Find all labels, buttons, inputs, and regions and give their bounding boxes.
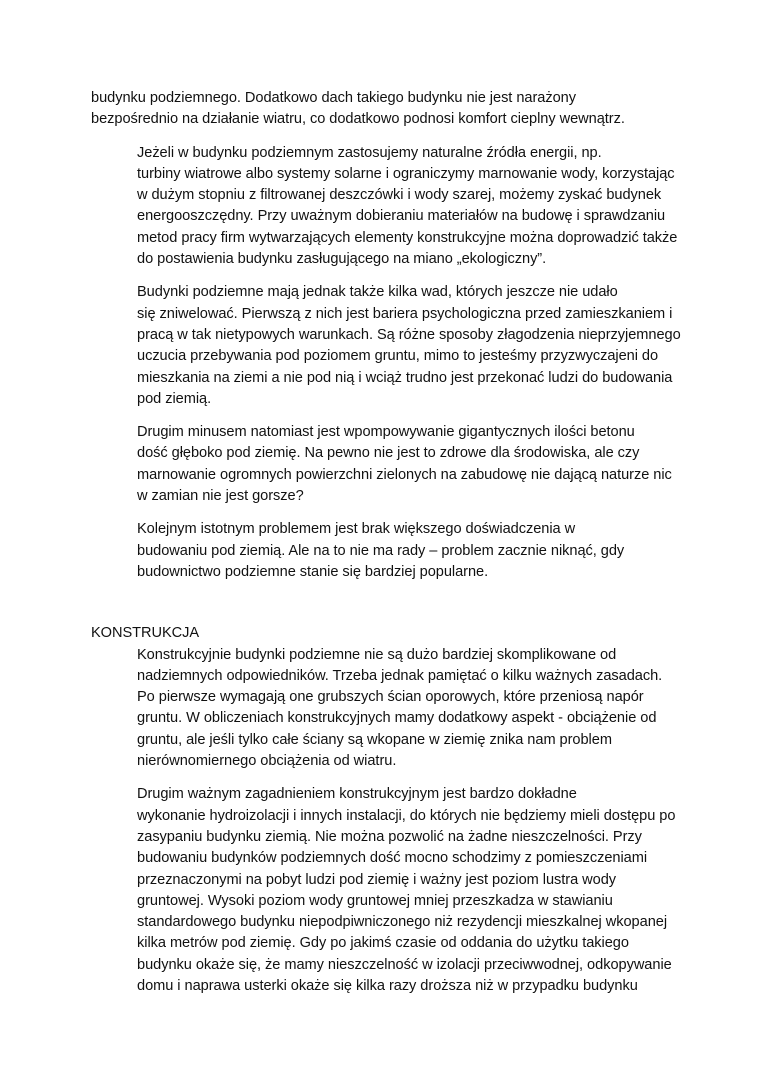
text-line: budowaniu budynków podziemnych dość mocno schodzimy z pomieszczeniami <box>137 850 648 867</box>
text-line: Budynki podziemne mają jednak także kilka wad, których jeszcze nie udało <box>137 284 618 301</box>
text-line: Drugim minusem natomiast jest wpompowywanie gigantycznych ilości betonu <box>137 424 635 441</box>
text-line: Jeżeli w budynku podziemnym zastosujemy naturalne źródła energii, np. <box>137 144 602 161</box>
text-line: gruntowej. Wysoki poziom wody gruntowej mniej przeszkadza w stawianiu <box>137 892 613 909</box>
paragraph-3 <box>91 282 681 410</box>
text-line: gruntu. W obliczeniach konstrukcyjnych mamy dodatkowy aspekt - obciążenie od <box>137 710 657 727</box>
text-line: standardowego budynku niepodpiwniczonego niż rezydencji mieszkalnej wkopanej <box>137 914 668 931</box>
text-line: do postawienia budynku zasługującego na miano „ekologiczny”. <box>137 251 547 268</box>
text-line: Po pierwsze wymagają one grubszych ścian oporowych, które przeniosą napór <box>137 689 644 706</box>
text-line: domu i naprawa usterki okaże się kilka razy droższa niż w przypadku budynku <box>137 977 638 994</box>
paragraph-6 <box>91 645 673 773</box>
text-line: nierównomiernego obciążenia od wiatru. <box>137 753 397 770</box>
text-line: nadziemnych odpowiedników. Trzeba jednak pamiętać o kilku ważnych zasadach. <box>137 667 663 684</box>
text-line: się zniwelować. Pierwszą z nich jest bariera psychologiczna przed zamieszkaniem i <box>137 305 673 322</box>
text-line: budowaniu pod ziemią. Ale na to nie ma rady – problem zacznie niknąć, gdy <box>137 542 625 559</box>
text-line: turbiny wiatrowe albo systemy solarne i ograniczymy marnowanie wody, korzystając <box>137 165 675 182</box>
text-line: zasypaniu budynku ziemią. Nie można pozwolić na żadne nieszczelności. Przy <box>137 828 642 845</box>
text-line: bezpośrednio na działanie wiatru, co dodatkowo podnosi komfort cieplny wewnątrz. <box>91 111 625 128</box>
text-line: dość głęboko pod ziemię. Na pewno nie jest to zdrowe dla środowiska, ale czy <box>137 445 640 462</box>
document-body <box>91 88 681 1009</box>
text-line: Kolejnym istotnym problemem jest brak większego doświadczenia w <box>137 521 576 538</box>
text-line: Drugim ważnym zagadnieniem konstrukcyjnym jest bardzo dokładne <box>137 786 577 803</box>
text-line: w dużym stopniu z filtrowanej deszczówki i wody szarej, możemy zyskać budynek <box>137 187 662 204</box>
text-line: pod ziemią. <box>137 390 212 407</box>
paragraph-2 <box>91 143 678 271</box>
text-line: budownictwo podziemne stanie się bardziej popularne. <box>137 563 489 580</box>
text-line: budynku podziemnego. Dodatkowo dach takiego budynku nie jest narażony <box>91 90 576 106</box>
text-line: Konstrukcyjnie budynki podziemne nie są dużo bardziej skomplikowane od <box>137 646 617 663</box>
paragraph-1 <box>91 88 673 131</box>
text-line: przeznaczonymi na pobyt ludzi pod ziemię i ważny jest poziom lustra wody <box>137 871 617 888</box>
text-line: w zamian nie jest gorsze? <box>137 488 304 505</box>
text-line: budynku okaże się, że mamy nieszczelność w izolacji przeciwwodnej, odkopywanie <box>137 956 672 973</box>
text-line: uczucia przebywania pod poziomem gruntu, mimo to jesteśmy przyzwyczajeni do <box>137 348 659 365</box>
text-line: kilka metrów pod ziemię. Gdy po jakimś czasie od oddania do użytku takiego <box>137 935 629 952</box>
text-line: marnowanie ogromnych powierzchni zielonych na zabudowę nie dającą naturze nic <box>137 466 672 483</box>
text-line: pracą w tak nietypowych warunkach. Są różne sposoby złagodzenia nieprzyjemnego <box>137 326 681 343</box>
text-line: gruntu, ale jeśli tylko całe ściany są wkopane w ziemię znika nam problem <box>137 731 612 748</box>
text-line: metod pracy firm wytwarzających elementy konstrukcyjne można doprowadzić także <box>137 229 678 246</box>
paragraph-4 <box>91 422 673 507</box>
text-line: mieszkania na ziemi a nie pod nią i wciąż trudno jest przekonać ludzi do budowania <box>137 369 673 386</box>
text-line: energooszczędny. Przy uważnym dobieraniu materiałów na budowę i sprawdzaniu <box>137 208 666 225</box>
paragraph-5 <box>91 519 673 583</box>
section-heading: KONSTRUKCJA <box>91 625 200 642</box>
text-line: wykonanie hydroizolacji i innych instalacji, do których nie będziemy mieli dostępu po <box>137 807 676 824</box>
paragraph-7 <box>91 784 676 997</box>
